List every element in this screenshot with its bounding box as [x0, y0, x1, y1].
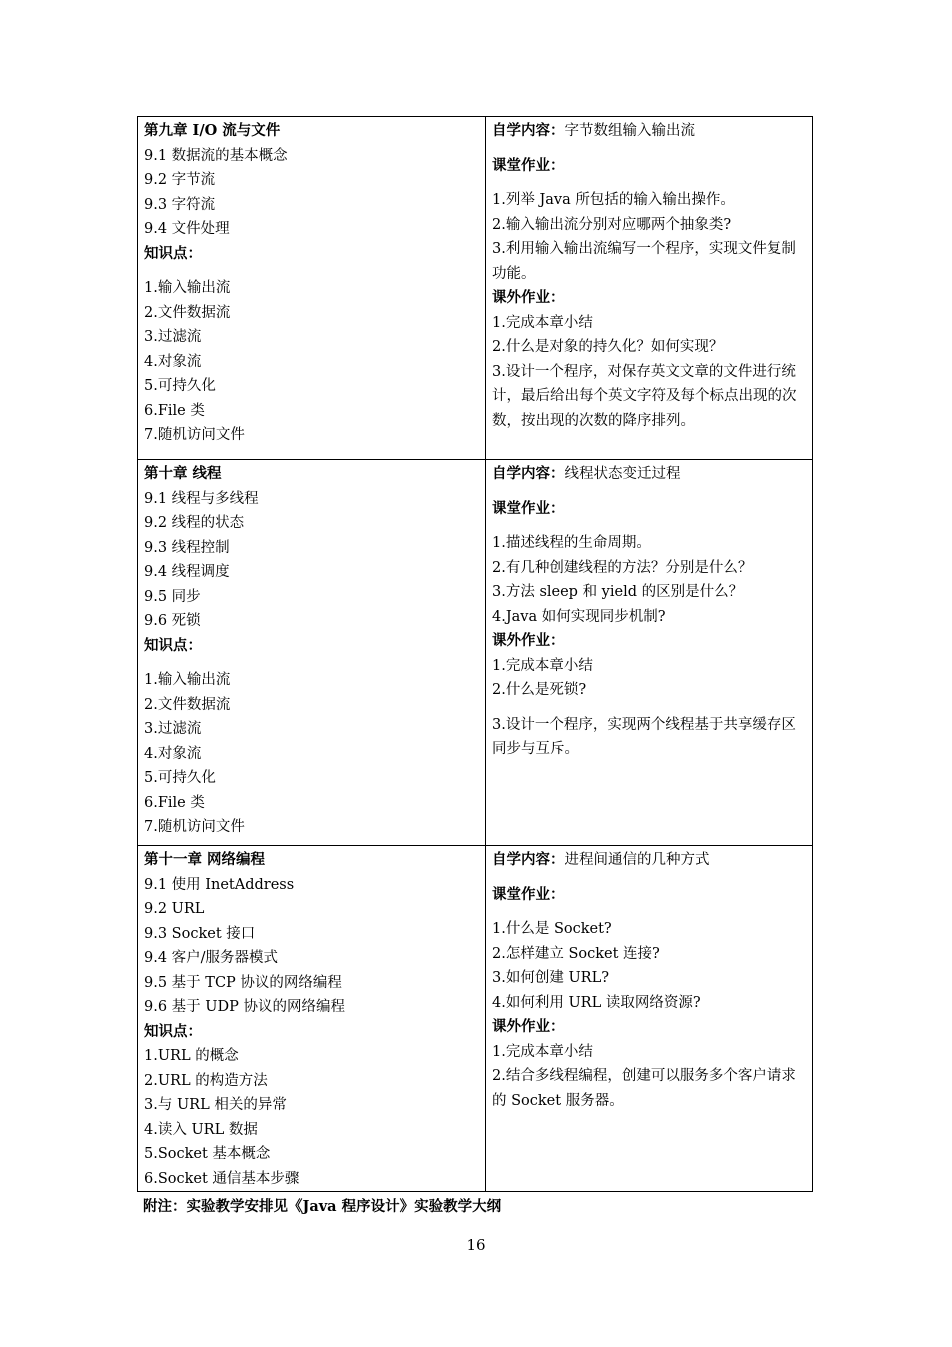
knowledge-item: 3.与 URL 相关的异常 [144, 1097, 287, 1113]
knowledge-item: 2.URL 的构造方法 [144, 1072, 268, 1089]
class-work-item: 3.方法 sleep 和 yield 的区别是什么？ [492, 584, 744, 600]
knowledge-item: 5.可持久化 [144, 770, 216, 786]
homework-item: 1.完成本章小结 [492, 314, 593, 331]
self-study-text: 线程状态变迁过程 [564, 466, 681, 482]
knowledge-item: 2.文件数据流 [144, 304, 231, 321]
class-work-item: 4.如何利用 URL 读取网络资源? [492, 994, 701, 1011]
assignment-cell [486, 117, 813, 460]
homework-label: 课外作业： [492, 632, 565, 649]
assignment-cell [486, 846, 813, 1192]
homework-item: 2.结合多线程编程，创建可以服务多个客户请求的 Socket 服务器。 [492, 1068, 796, 1109]
knowledge-item: 4.对象流 [144, 353, 202, 370]
self-study-text: 字节数组输入输出流 [564, 123, 695, 139]
section-item: 9.3 Socket 接口 [144, 925, 256, 942]
knowledge-item: 7.随机访问文件 [144, 819, 245, 835]
section-item: 9.2 字节流 [144, 172, 216, 188]
knowledge-label: 知识点： [144, 636, 202, 654]
section-item: 9.5 同步 [144, 588, 201, 605]
section-item: 9.4 客户/服务器模式 [144, 950, 279, 966]
section-item: 9.6 死锁 [144, 613, 201, 629]
class-work-item: 1.描述线程的生命周期。 [492, 535, 651, 551]
section-item: 9.3 字符流 [144, 196, 216, 213]
section-item: 9.4 线程调度 [144, 564, 230, 580]
knowledge-label: 知识点： [144, 1022, 202, 1040]
self-study-label: 自学内容： [492, 122, 565, 139]
class-work-item: 1.什么是 Socket? [492, 921, 612, 937]
homework-item: 3.设计一个程序，对保存英文文章的文件进行统计，最后给出每个英文字符及每个标点出现的次数，按出现的次数的降序排列。 [492, 363, 797, 429]
class-work-item: 4.Java 如何实现同步机制? [492, 608, 666, 625]
syllabus-table [137, 116, 813, 1192]
chapter-cell [138, 460, 486, 846]
knowledge-item: 5.Socket 基本概念 [144, 1146, 271, 1162]
class-work-label: 课堂作业： [492, 499, 565, 517]
self-study-text: 进程间通信的几种方式 [564, 852, 710, 868]
knowledge-item: 3.过滤流 [144, 329, 202, 345]
self-study [492, 119, 806, 144]
homework-item: 2.什么是死锁? [492, 682, 587, 698]
knowledge-item: 1.输入输出流 [144, 280, 231, 296]
knowledge-item: 5.可持久化 [144, 378, 216, 394]
class-work-label: 课堂作业： [492, 156, 565, 174]
homework-label: 课外作业： [492, 289, 565, 306]
self-study-label: 自学内容： [492, 465, 565, 482]
section-item: 9.1 数据流的基本概念 [144, 147, 288, 164]
chapter-title: 第十章 线程 [144, 465, 222, 482]
section-item: 9.5 基于 TCP 协议的网络编程 [144, 974, 342, 991]
homework-label: 课外作业： [492, 1018, 565, 1035]
section-item: 9.1 线程与多线程 [144, 490, 259, 507]
section-item: 9.6 基于 UDP 协议的网络编程 [144, 999, 345, 1015]
section-item: 9.2 URL [144, 901, 205, 917]
class-work-item: 3.利用输入输出流编写一个程序，实现文件复制功能。 [492, 241, 796, 282]
footnote: 附注：实验教学安排见《Java 程序设计》实验教学大纲 [143, 1198, 502, 1215]
knowledge-item: 6.Socket 通信基本步骤 [144, 1170, 300, 1187]
knowledge-item: 7.随机访问文件 [144, 427, 245, 443]
knowledge-item: 3.过滤流 [144, 721, 202, 737]
assignment-cell [486, 460, 813, 846]
page-number: 16 [466, 1236, 486, 1254]
table-row [138, 846, 813, 1192]
chapter-cell [138, 117, 486, 460]
knowledge-item: 6.File 类 [144, 794, 205, 811]
knowledge-item: 2.文件数据流 [144, 696, 231, 713]
class-work-item: 1.列举 Java 所包括的输入输出操作。 [492, 192, 735, 208]
homework-item: 1.完成本章小结 [492, 1043, 593, 1060]
class-work-label: 课堂作业： [492, 885, 565, 903]
knowledge-item: 4.读入 URL 数据 [144, 1121, 258, 1138]
table-row [138, 117, 813, 460]
knowledge-item: 6.File 类 [144, 402, 205, 419]
knowledge-item: 1.输入输出流 [144, 672, 231, 688]
self-study-label: 自学内容： [492, 851, 565, 868]
class-work-item: 2.怎样建立 Socket 连接? [492, 945, 660, 962]
section-item: 9.4 文件处理 [144, 221, 230, 237]
class-work-item: 2.有几种创建线程的方法？分别是什么？ [492, 559, 753, 576]
knowledge-item: 1.URL 的概念 [144, 1048, 239, 1064]
section-item: 9.2 线程的状态 [144, 515, 245, 531]
homework-item: 1.完成本章小结 [492, 657, 593, 674]
chapter-cell [138, 846, 486, 1192]
homework-item: 2.什么是对象的持久化？如何实现？ [492, 339, 724, 355]
self-study [492, 848, 806, 873]
self-study [492, 462, 806, 487]
knowledge-item: 4.对象流 [144, 745, 202, 762]
chapter-title: 第九章 I/O 流与文件 [144, 122, 281, 139]
knowledge-label: 知识点： [144, 244, 202, 262]
chapter-title: 第十一章 网络编程 [144, 851, 266, 868]
class-work-item: 2.输入输出流分别对应哪两个抽象类? [492, 216, 732, 233]
section-item: 9.3 线程控制 [144, 539, 230, 556]
class-work-item: 3.如何创建 URL? [492, 970, 609, 986]
section-item: 9.1 使用 InetAddress [144, 876, 295, 893]
table-row [138, 460, 813, 846]
homework-item: 3.设计一个程序，实现两个线程基于共享缓存区同步与互斥。 [492, 716, 796, 757]
